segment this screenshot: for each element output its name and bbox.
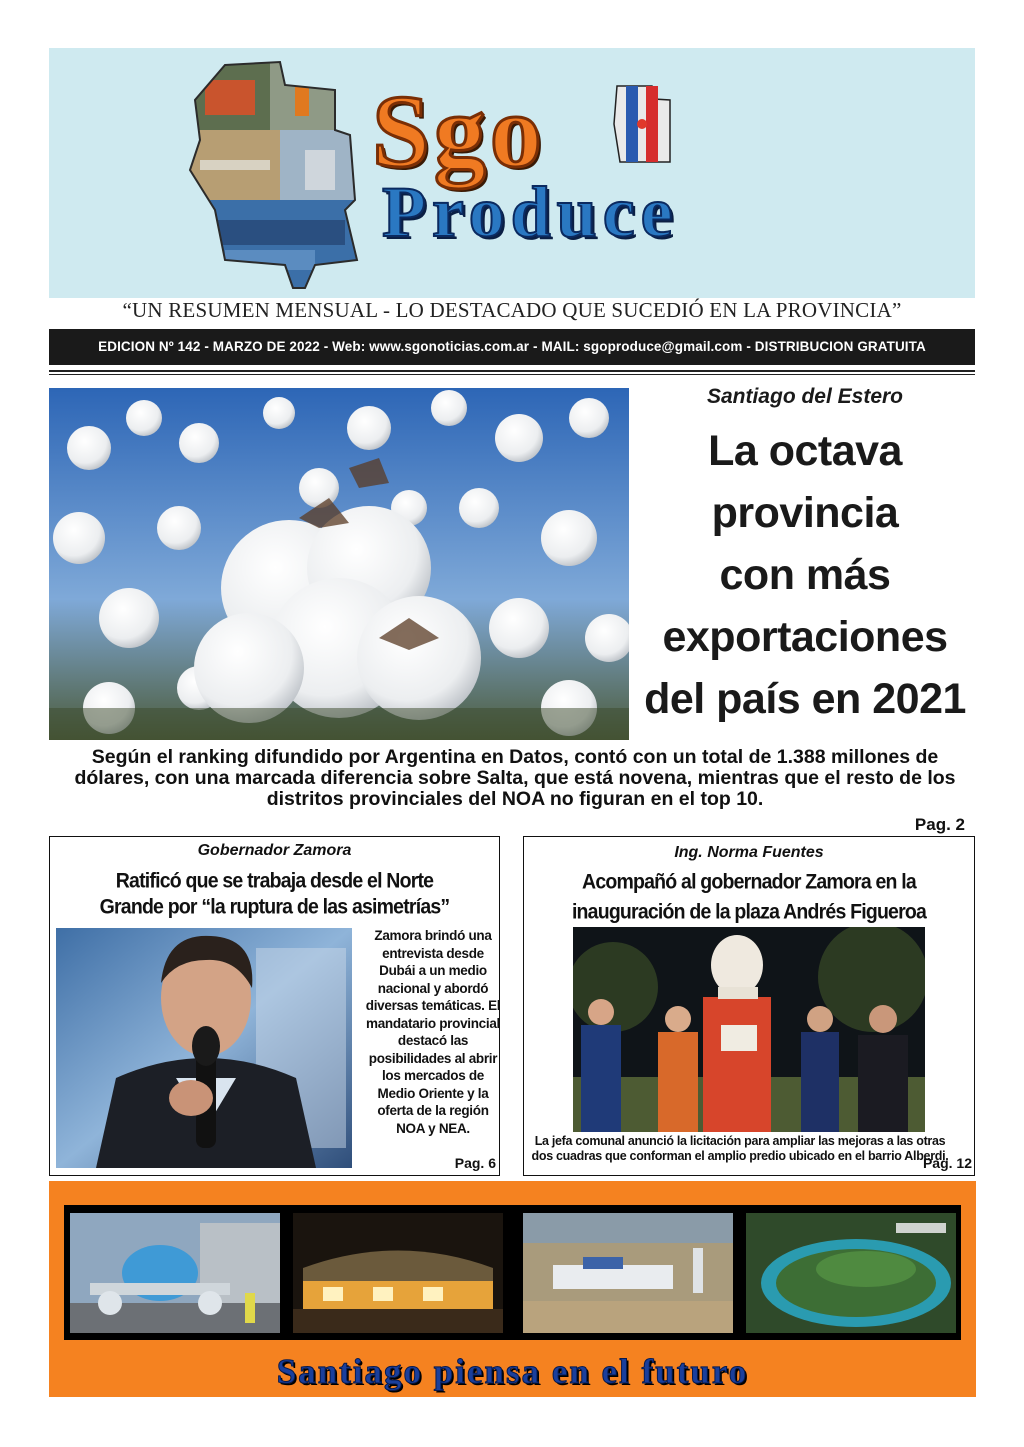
box-kicker: Gobernador Zamora <box>197 842 352 859</box>
box-body: Zamora brindó una entrevista desde Dubái a un medio nacional y abordó diversas temáticas. El mandatario provincial destacó las posibilidades al abrir los mercados de Medio Oriente y la oferta de la región NOA y NEA. <box>365 928 501 1136</box>
story-lead: Según el ranking difundido por Argentina en Datos, contó con un total de 1.388 millones de dólares, con una marcada diferencia sobre Salta, que está novena, mientras que el resto de los distritos provinciales del NOA no figuran en el top 10. <box>74 746 956 810</box>
province-map-collage <box>185 60 360 290</box>
terminal-night-photo <box>293 1213 503 1333</box>
page-reference: Pag. 12 <box>922 1155 972 1171</box>
tagline: “UN RESUMEN MENSUAL - LO DESTACADO QUE SUCEDIÓ EN LA PROVINCIA” <box>122 298 902 322</box>
headline-line: La octava <box>708 427 902 475</box>
banner-slogan: Santiago piensa en el futuro <box>276 1352 749 1391</box>
airplane-photo <box>70 1213 280 1333</box>
divider <box>49 370 975 372</box>
governor-zamora-photo <box>56 928 352 1168</box>
box-title-line: Grande por “la ruptura de las asimetrías” <box>99 895 450 919</box>
logo-produce: Produce <box>382 172 679 252</box>
headline-line: provincia <box>711 489 899 537</box>
headline-line: con más <box>719 551 891 599</box>
race-circuit-photo <box>746 1213 956 1333</box>
edition-bar: EDICION Nº 142 - MARZO DE 2022 - Web: www.sgonoticias.com.ar - MAIL: sgoproduce@gmail.com - DISTRIBUCION GRATUITA <box>49 329 975 365</box>
page-reference: Pag. 2 <box>914 815 965 834</box>
box-title-line: Ratificó que se trabaja desde el Norte <box>115 869 434 893</box>
story-kicker: Santiago del Estero <box>706 385 904 408</box>
province-flag-icon <box>612 84 672 164</box>
headline-line: del país en 2021 <box>644 675 966 723</box>
airport-aerial-photo <box>523 1213 733 1333</box>
cotton-field-photo <box>49 388 629 740</box>
page-reference: Pag. 6 <box>454 1155 496 1171</box>
divider <box>49 374 975 375</box>
headline-line: exportaciones <box>662 613 948 661</box>
box-title-line: inauguración de la plaza Andrés Figueroa <box>571 900 927 924</box>
box-title-line: Acompañó al gobernador Zamora en la <box>582 870 916 894</box>
plaza-inauguration-photo <box>573 927 925 1132</box>
photo-caption: La jefa comunal anunció la licitación para ampliar las mejoras a las otras dos cuadras que conforman el amplio predio ubicado en el barrio Alberdi. <box>531 1134 949 1163</box>
box-kicker: Ing. Norma Fuentes <box>674 844 824 861</box>
main-headline <box>630 420 980 730</box>
logo-sgo: Sgo <box>372 74 546 189</box>
